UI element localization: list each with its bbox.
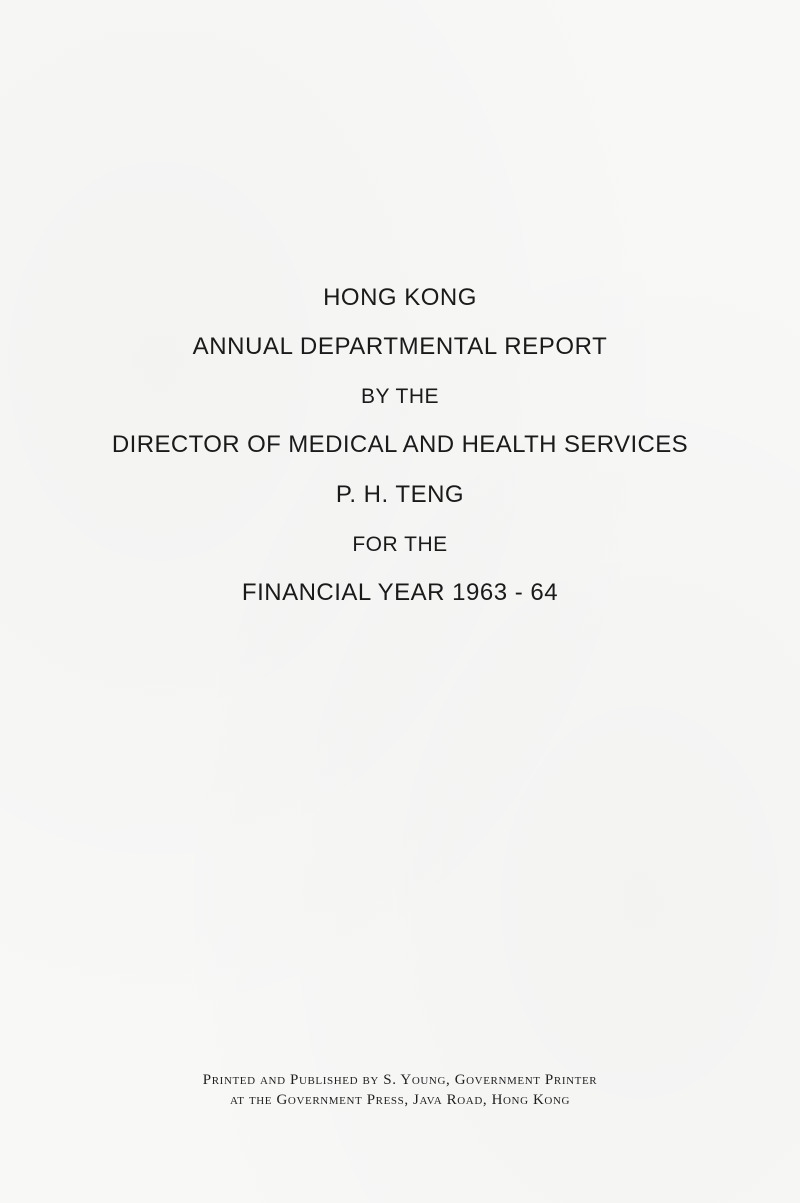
report-title: ANNUAL DEPARTMENTAL REPORT [192, 333, 608, 360]
author-name: P. H. TENG [335, 481, 465, 508]
imprint-line-1: Printed and Published by S. Young, Government Printer [202, 1072, 598, 1088]
for-the-text: FOR THE [352, 533, 448, 556]
territory-heading: HONG KONG [323, 284, 477, 311]
financial-year: FINANCIAL YEAR 1963 - 64 [241, 579, 559, 606]
by-the-text: BY THE [360, 385, 440, 408]
imprint-line-2: at the Government Press, Java Road, Hong Kong [229, 1092, 571, 1108]
office-title: DIRECTOR OF MEDICAL AND HEALTH SERVICES [111, 431, 689, 458]
